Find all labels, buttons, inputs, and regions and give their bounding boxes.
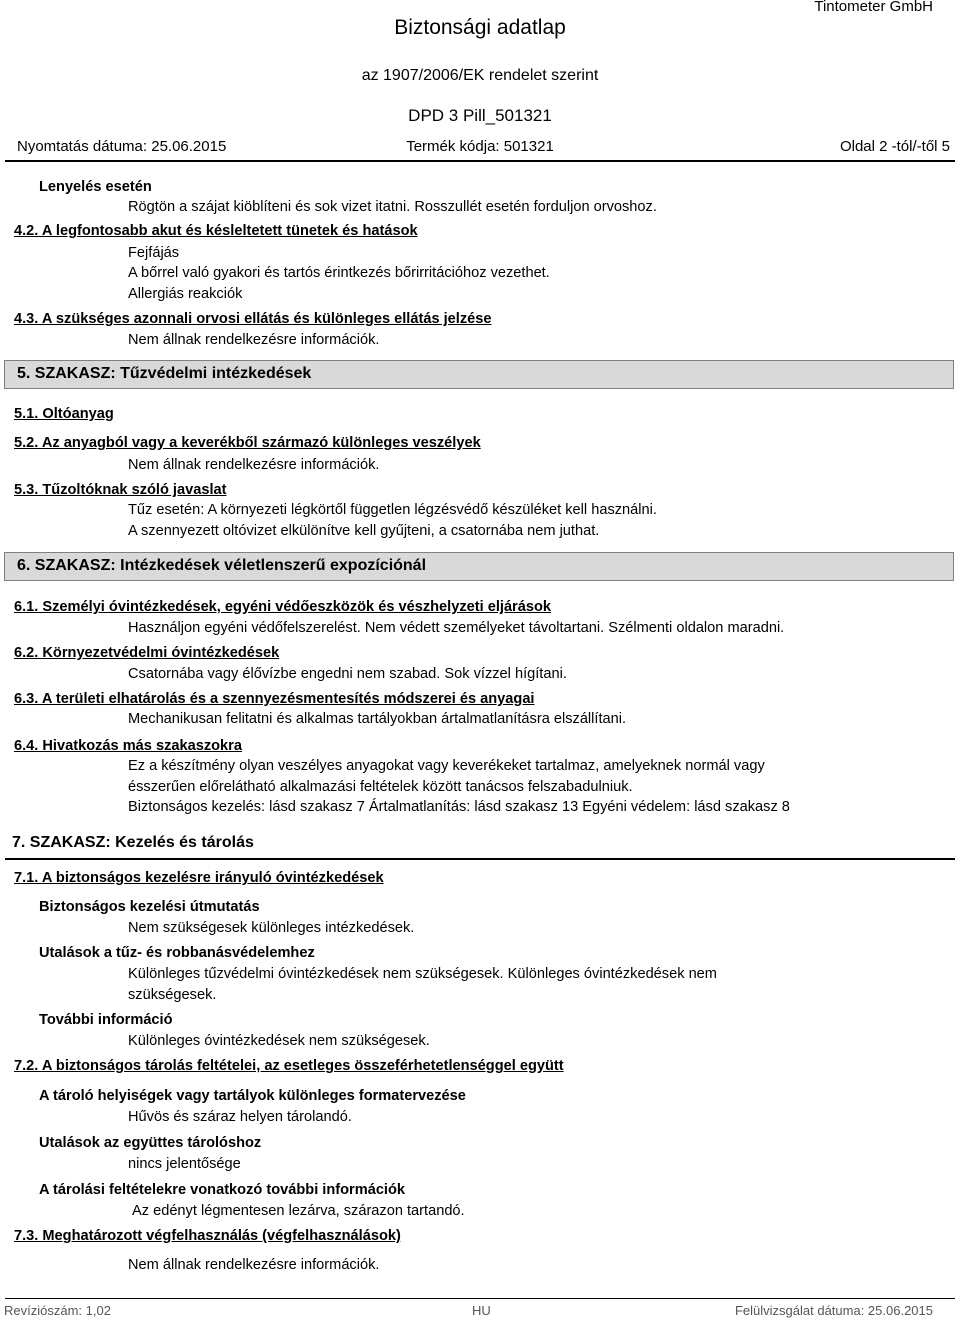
reference-text-3: Biztonságos kezelés: lásd szakasz 7 Ártalmatlanítás: lásd szakasz 13 Egyéni védelem: lásd szakasz 8 bbox=[128, 799, 790, 815]
further-info-heading: További információ bbox=[39, 1012, 173, 1028]
subsection-7-1-heading: 7.1. A biztonságos kezelésre irányuló óvintézkedések bbox=[14, 870, 384, 886]
subsection-7-3-text: Nem állnak rendelkezésre információk. bbox=[128, 1257, 380, 1273]
section-7-title: 7. SZAKASZ: Kezelés és tárolás bbox=[12, 834, 254, 851]
firefighter-advice-1: Tűz esetén: A környezeti légkörtől független légzésvédő készüléket kell használni. bbox=[128, 502, 657, 518]
print-date: Nyomtatás dátuma: 25.06.2015 bbox=[17, 138, 227, 155]
section-5-title: 5. SZAKASZ: Tűzvédelmi intézkedések bbox=[17, 365, 312, 382]
section-5-header bbox=[4, 360, 954, 389]
reference-text-2: ésszerűen előrelátható alkalmazási feltételek között tanácsos felszabadulniuk. bbox=[128, 779, 633, 795]
further-info-text: Különleges óvintézkedések nem szükségesek. bbox=[128, 1033, 430, 1049]
reference-text-1: Ez a készítmény olyan veszélyes anyagokat vagy keverékeket tartalmaz, amelyeknek normál vagy bbox=[128, 758, 765, 774]
company-name: Tintometer GmbH bbox=[814, 0, 933, 15]
storage-conditions-text: Az edényt légmentesen lezárva, szárazon tartandó. bbox=[132, 1203, 465, 1219]
footer-divider bbox=[5, 1298, 955, 1299]
fire-protection-text-1: Különleges tűzvédelmi óvintézkedések nem szükségesek. Különleges óvintézkedések nem bbox=[128, 966, 717, 982]
fire-protection-text-2: szükségesek. bbox=[128, 987, 217, 1003]
header-divider bbox=[5, 160, 955, 162]
subsection-6-2-heading: 6.2. Környezetvédelmi óvintézkedések bbox=[14, 645, 280, 661]
document-title: Biztonsági adatlap bbox=[394, 16, 566, 39]
subsection-6-1-text: Használjon egyéni védőfelszerelést. Nem védett személyeket távoltartani. Szélmenti oldalon maradni. bbox=[128, 620, 785, 636]
firefighter-advice-2: A szennyezett oltóvizet elkülönítve kell gyűjteni, a csatornába nem juthat. bbox=[128, 523, 600, 539]
subsection-6-3-text: Mechanikusan felitatni és alkalmas tartályokban ártalmatlanításra elszállítani. bbox=[128, 711, 627, 727]
fire-protection-heading: Utalások a tűz- és robbanásvédelemhez bbox=[39, 945, 315, 961]
subsection-5-1-heading: 5.1. Oltóanyag bbox=[14, 406, 114, 422]
regulation-note: az 1907/2006/EK rendelet szerint bbox=[361, 67, 599, 84]
subsection-4-2-heading: 4.2. A legfontosabb akut és késleltetett tünetek és hatások bbox=[14, 223, 418, 239]
subsection-6-1-heading: 6.1. Személyi óvintézkedések, egyéni védőeszközök és vészhelyzeti eljárások bbox=[14, 599, 552, 615]
symptom-2: A bőrrel való gyakori és tartós érintkezés bőrirritációhoz vezethet. bbox=[128, 265, 550, 281]
subsection-6-3-heading: 6.3. A területi elhatárolás és a szennyezésmentesítés módszerei és anyagai bbox=[14, 691, 535, 707]
subsection-5-2-text: Nem állnak rendelkezésre információk. bbox=[128, 457, 380, 473]
product-code: Termék kódja: 501321 bbox=[406, 138, 554, 155]
safe-handling-heading: Biztonságos kezelési útmutatás bbox=[39, 899, 260, 915]
subsection-5-3-heading: 5.3. Tűzoltóknak szóló javaslat bbox=[14, 482, 227, 498]
subsection-6-2-text: Csatornába vagy élővízbe engedni nem szabad. Sok vízzel hígítani. bbox=[128, 666, 567, 682]
review-date: Felülvizsgálat dátuma: 25.06.2015 bbox=[734, 1303, 933, 1318]
subsection-5-2-heading: 5.2. Az anyagból vagy a keverékből származó különleges veszélyek bbox=[14, 435, 481, 451]
subsection-4-3-heading: 4.3. A szükséges azonnali orvosi ellátás és különleges ellátás jelzése bbox=[14, 311, 492, 327]
storage-room-text: Hűvös és száraz helyen tárolandó. bbox=[128, 1109, 352, 1125]
storage-room-heading: A tároló helyiségek vagy tartályok különleges formatervezése bbox=[39, 1088, 466, 1104]
page-number: Oldal 2 -tól/-től 5 bbox=[839, 138, 950, 155]
symptom-3: Allergiás reakciók bbox=[128, 286, 243, 302]
swallow-heading: Lenyelés esetén bbox=[39, 179, 152, 195]
subsection-4-3-text: Nem állnak rendelkezésre információk. bbox=[128, 332, 380, 348]
section-6-header bbox=[4, 552, 954, 581]
section-6-title: 6. SZAKASZ: Intézkedések véletlenszerű expozíciónál bbox=[17, 557, 427, 574]
storage-conditions-heading: A tárolási feltételekre vonatkozó további információk bbox=[39, 1182, 406, 1198]
subsection-6-4-heading: 6.4. Hivatkozás más szakaszokra bbox=[14, 738, 242, 754]
joint-storage-text: nincs jelentősége bbox=[128, 1156, 241, 1172]
product-name: DPD 3 Pill_501321 bbox=[408, 106, 552, 125]
swallow-text: Rögtön a szájat kiöblíteni és sok vizet itatni. Rosszullét esetén forduljon orvoshoz. bbox=[128, 199, 657, 215]
revision-number: Revíziószám: 1,02 bbox=[4, 1303, 111, 1318]
language-code: HU bbox=[472, 1303, 491, 1318]
subsection-7-2-heading: 7.2. A biztonságos tárolás feltételei, az esetleges összeférhetetlenséggel együtt bbox=[14, 1058, 564, 1074]
joint-storage-heading: Utalások az együttes tárolóshoz bbox=[39, 1135, 262, 1151]
symptom-1: Fejfájás bbox=[128, 245, 180, 261]
subsection-7-3-heading: 7.3. Meghatározott végfelhasználás (végfelhasználások) bbox=[14, 1228, 401, 1244]
safe-handling-text: Nem szükségesek különleges intézkedések. bbox=[128, 920, 415, 936]
section-7-divider bbox=[5, 858, 955, 860]
